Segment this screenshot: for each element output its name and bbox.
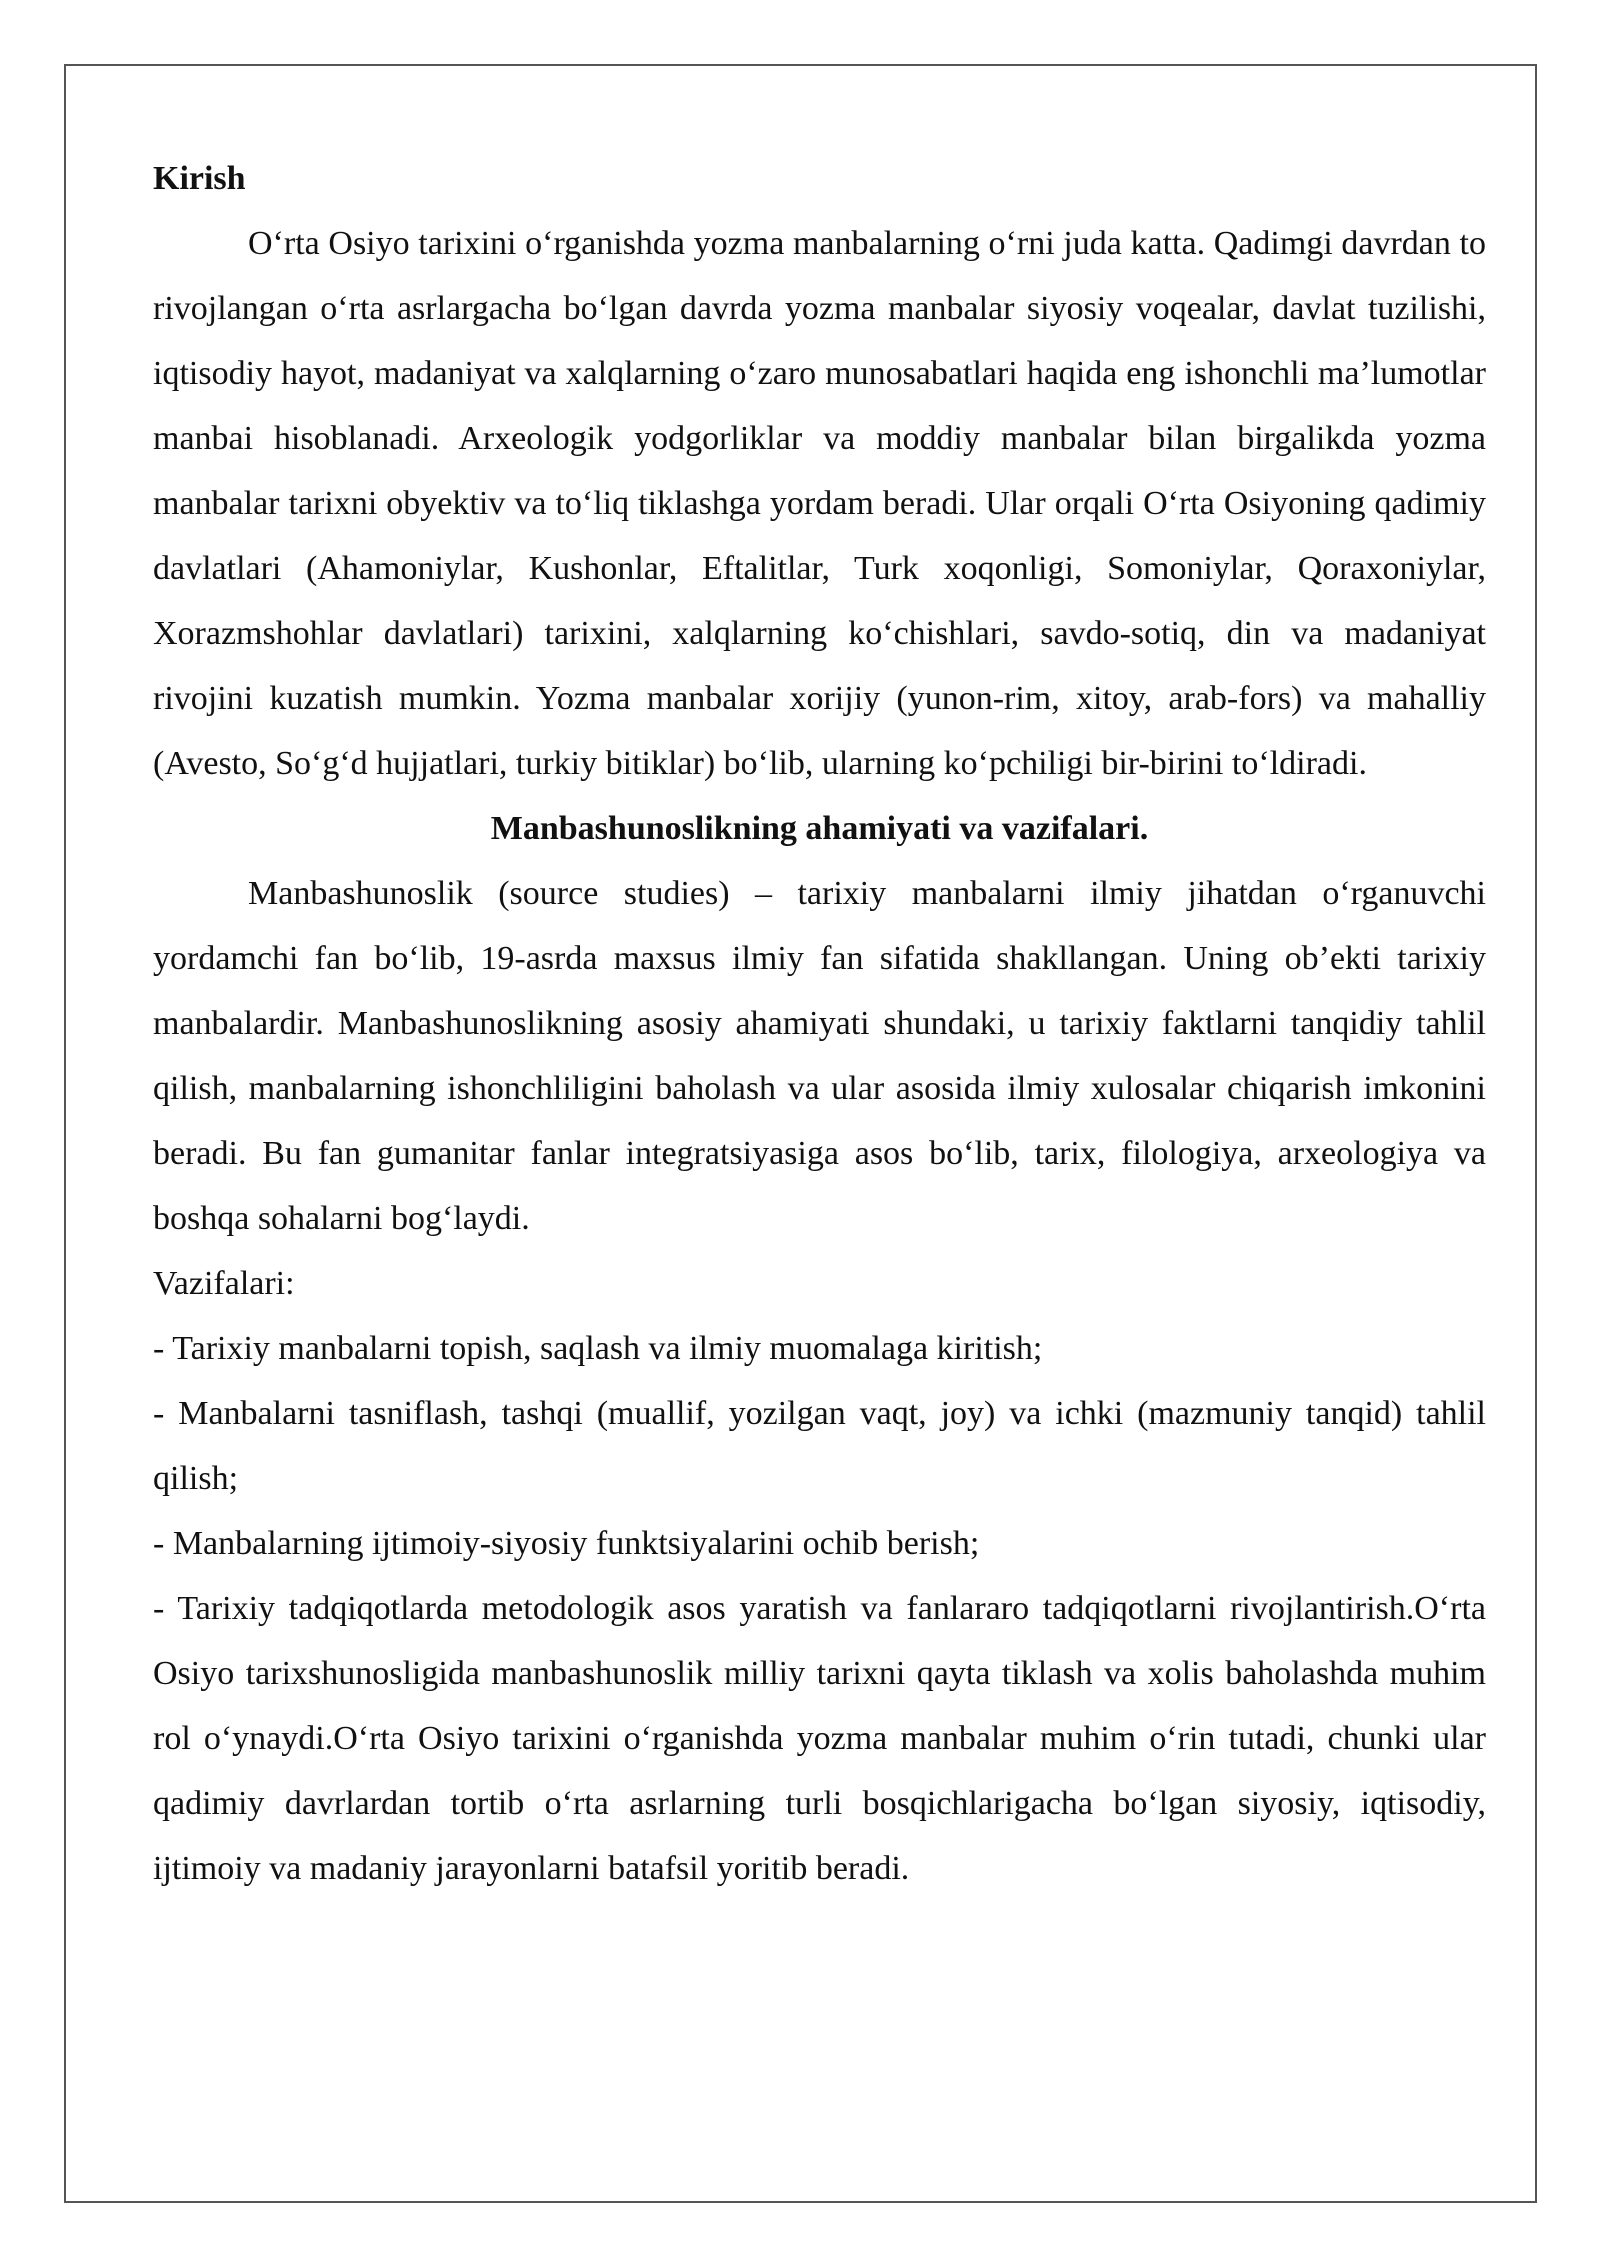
task-item: - Manbalarni tasniflash, tashqi (muallif, yozilgan vaqt, joy) va ichki (mazmuniy tanqid) tahlil qilish; xyxy=(153,1395,1486,1497)
task-item: - Tarixiy tadqiqotlarda metodologik asos yaratish va fanlararo tadqiqotlarni rivojlantirish.O‘rta Osiyo tarixshunosligida manbashunoslik milliy tarixni qayta tiklash va xolis baholashda muhim rol o‘ynaydi.O‘rta Osiyo tarixini o‘rganishda yozma manbalar muhim o‘rin tutadi, chunki ular qadimiy davrlardan tortib o‘rta asrlarning turli bosqichlarigacha bo‘lgan siyosiy, iqtisodiy, ijtimoiy va madaniy jarayonlarni batafsil yoritib beradi. xyxy=(153,1590,1486,1887)
intro-paragraph: O‘rta Osiyo tarixini o‘rganishda yozma manbalarning o‘rni juda katta. Qadimgi davrdan to rivojlangan o‘rta asrlargacha bo‘lgan davrda yozma manbalar siyosiy voqealar, davlat tuzilishi, iqtisodiy hayot, madaniyat va xalqlarning o‘zaro munosabatlari haqida eng ishonchli ma’lumotlar manbai hisoblanadi. Arxeologik yodgorliklar va moddiy manbalar bilan birgalikda yozma manbalar tarixni obyektiv va to‘liq tiklashga yordam beradi. Ular orqali O‘rta Osiyoning qadimiy davlatlari (Ahamoniylar, Kushonlar, Eftalitlar, Turk xoqonligi, Somoniylar, Qoraxoniylar, Xorazmshohlar davlatlari) tarixini, xalqlarning ko‘chishlari, savdo-sotiq, din va madaniyat rivojini kuzatish mumkin. Yozma manbalar xorijiy (yunon-rim, xitoy, arab-fors) va mahalliy (Avesto, So‘g‘d hujjatlari, turkiy bitiklar) bo‘lib, ularning ko‘pchiligi bir-birini to‘ldiradi. xyxy=(153,225,1486,782)
task-item: - Tarixiy manbalarni topish, saqlash va ilmiy muomalaga kiritish; xyxy=(153,1330,1043,1367)
document-body xyxy=(153,146,1486,1901)
tasks-label: Vazifalari: xyxy=(153,1265,295,1302)
intro-heading: Kirish xyxy=(153,160,246,197)
task-item: - Manbalarning ijtimoiy-siyosiy funktsiyalarini ochib berish; xyxy=(153,1525,980,1562)
section-heading: Manbashunoslikning ahamiyati va vazifalari. xyxy=(490,810,1149,847)
section-paragraph: Manbashunoslik (source studies) – tarixiy manbalarni ilmiy jihatdan o‘rganuvchi yordamchi fan bo‘lib, 19-asrda maxsus ilmiy fan sifatida shakllangan. Uning ob’ekti tarixiy manbalardir. Manbashunoslikning asosiy ahamiyati shundaki, u tarixiy faktlarni tanqidiy tahlil qilish, manbalarning ishonchliligini baholash va ular asosida ilmiy xulosalar chiqarish imkonini beradi. Bu fan gumanitar fanlar integratsiyasiga asos bo‘lib, tarix, filologiya, arxeologiya va boshqa sohalarni bog‘laydi. xyxy=(153,875,1486,1237)
